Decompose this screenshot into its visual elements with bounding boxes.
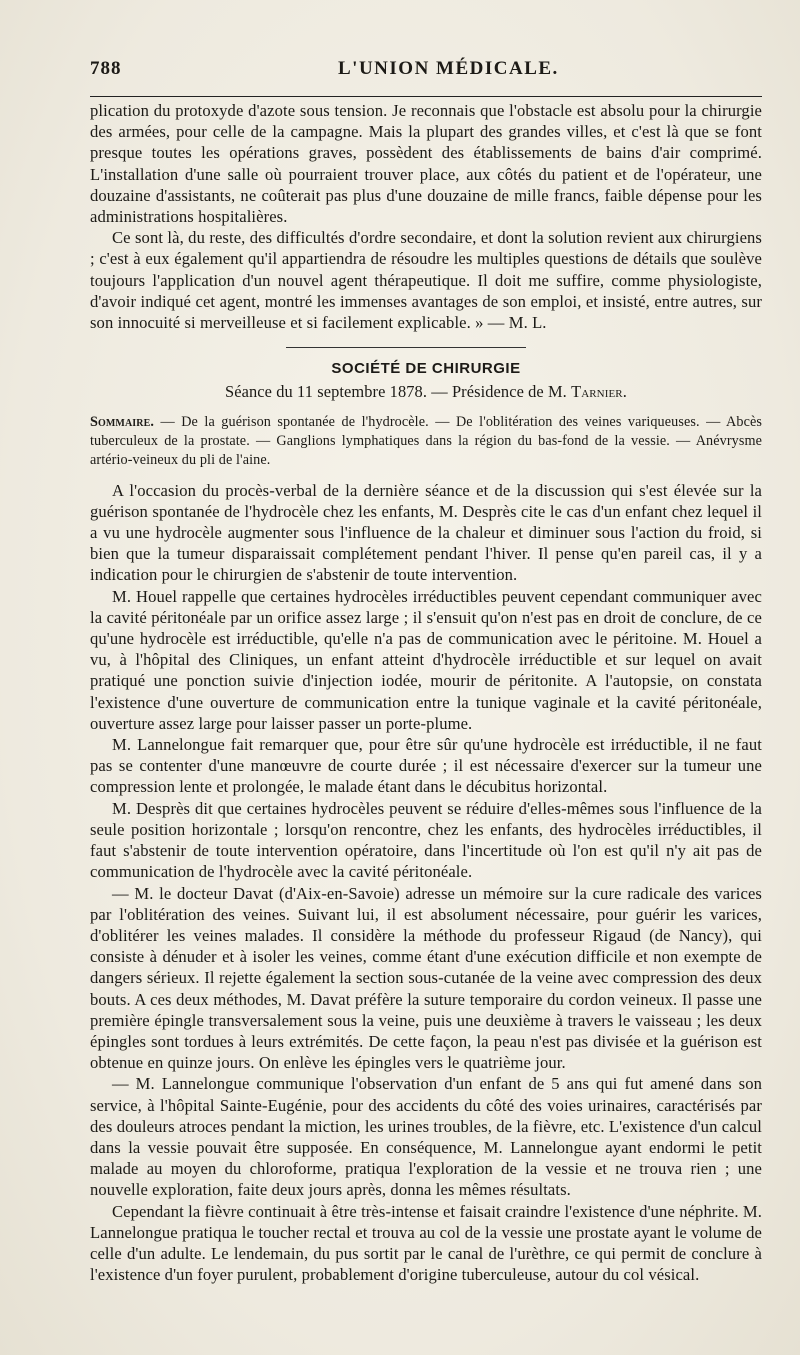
page-number: 788 [90,58,122,79]
running-head [90,58,762,88]
summary-label: Sommaire. [90,413,154,430]
minutes-paragraph: Cependant la fièvre continuait à être très-intense et faisait craindre l'existence d'une néphrite. M. Lannelongue pratiqua le toucher rectal et trouva au col de la vessie une prostate ayant le volume de celle d'un adulte. Le lendemain, du pus sortit par le canal de l'urèthre, ce qui permit de conclure à l'existence d'un foyer purulent, probablement d'origine tuberculeuse, autour du col vésical. [90,1201,762,1285]
intro-paragraph: plication du protoxyde d'azote sous tension. Je reconnais que l'obstacle est absolu pour la chirurgie des armées, pour celle de la campagne. Mais la plupart des grandes villes, et c'est là que se font presque toutes les opérations graves, possèdent des établissements de bains d'air comprimé. L'installation d'une salle où pourraient trouver place, aux côtés du patient et de l'opérateur, une douzaine d'assistants, ne coûterait pas plus d'une douzaine de mille francs, faible dépense pour les administrations hospitalières. [90,101,762,227]
minutes-paragraph: M. Houel rappelle que certaines hydrocèles irréductibles peuvent cependant communiquer avec la cavité péritonéale par un orifice assez large ; il s'ensuit qu'on n'est pas en droit de conclure, de ce qu'une hydrocèle est irréductible, qu'elle n'a pas de communication avec le péritoine. M. Houel a vu, à l'hôpital des Cliniques, un enfant atteint d'hydrocèle irréductible et sur lequel on avait pratiqué une ponction suivie d'injection iodée, mourir de péritonite. A l'autopsie, on constata l'existence d'une ouverture de communication entre la tunique vaginale et la cavité péritonéale, ouverture assez large pour laisser passer un porte-plume. [90,586,762,733]
minutes-paragraph: M. Desprès dit que certaines hydrocèles peuvent se réduire d'elles-mêmes sous l'influence de la seule position horizontale ; lorsqu'on rencontre, chez les enfants, des hydrocèles irréductibles, il faut s'abstenir de toute intervention opératoire, dans l'incertitude où l'on est qu'il n'y ait pas de communication de l'hydrocèle avec la cavité péritonéale. [90,798,762,882]
summary [90,413,762,470]
minutes-paragraph: — M. Lannelongue communique l'observation d'un enfant de 5 ans qui fut amené dans son service, à l'hôpital Sainte-Eugénie, pour des accidents du côté des voies urinaires, caractérisés par des douleurs atroces pendant la miction, les urines troubles, de la fièvre, etc. L'existence d'un calcul dans la vessie pouvait être supposée. En conséquence, M. Lannelongue ayant endormi le petit malade au moyen du chloroforme, pratiqua l'exploration de la vessie et ne trouva rien ; une nouvelle exploration, faite deux jours après, donna les mêmes résultats. [90,1074,762,1200]
minutes-paragraph: M. Lannelongue fait remarquer que, pour être sûr qu'une hydrocèle est irréductible, il ne faut pas se contenter d'une manœuvre de courte durée ; il est nécessaire d'exercer sur la tumeur une compression lente et prolongée, le malade étant dans le décubitus horizontal. [90,735,762,797]
journal-title: L'UNION MÉDICALE. [338,58,559,79]
summary-text: — De la guérison spontanée de l'hydrocèle. — De l'oblitération des veines variqueuses. — Abcès tuberculeux de la prostate. — Ganglions lymphatiques dans la région du bas-fond de la vessie. — Anévrysme artério-veineux du pli de l'aine. [90,413,762,468]
president-name: Tarnier [571,382,623,402]
section-title: SOCIÉTÉ DE CHIRURGIE [331,360,521,378]
session-line [90,381,762,402]
session-suffix: . [622,382,627,402]
header-rule [90,96,762,97]
minutes-paragraph: A l'occasion du procès-verbal de la dernière séance et de la discussion qui s'est élevée sur la guérison spontanée de l'hydrocèle chez les enfants, M. Desprès cite le cas d'un enfant chez lequel il a vu une hydrocèle augmenter sous l'influence de la chaleur et diminuer sous l'action du froid, si bien que la tumeur disparaissait complétement pendant l'hiver. Il pense qu'en pareil cas, il y a indication pour le chirurgien de s'abstenir de toute intervention. [90,480,762,585]
session-minutes [90,480,762,1286]
intro-paragraph: Ce sont là, du reste, des difficultés d'ordre secondaire, et dont la solution revient aux chirurgiens ; c'est à eux également qu'il appartiendra de résoudre les multiples questions de détails que soulève toujours l'application d'un nouvel agent thérapeutique. Il doit me suffire, comme physiologiste, d'avoir indiqué cet agent, montré les immenses avantages de son emploi, et insisté, entre autres, sur son innocuité si merveilleuse et si facilement explicable. » — M. L. [90,228,762,333]
article-body [90,100,762,1285]
minutes-paragraph: — M. le docteur Davat (d'Aix-en-Savoie) adresse un mémoire sur la cure radicale des varices par l'oblitération des veines. Suivant lui, il est absolument nécessaire, pour guérir les varices, d'oblitérer les veines malades. Il considère la méthode du professeur Rigaud (de Nancy), qui consiste à dénuder et à isoler les veines, comme étant d'une exécution difficile et non exempte de dangers sérieux. Il rejette également la section sous-cutanée de la veine avec compression des deux bouts. A ces deux méthodes, M. Davat préfère la suture temporaire du cordon veineux. Il passe une première épingle transversalement sous la veine, puis une deuxième à travers le vaisseau ; les deux épingles sont tordues à leurs extrémités. De cette façon, la peau n'est pas divisée et la guérison est obtenue en quinze jours. On enlève les épingles vers le quatrième jour. [90,883,762,1073]
section-separator [286,347,526,348]
session-prefix: Séance du 11 septembre 1878. — Présidence de M. [225,382,567,402]
